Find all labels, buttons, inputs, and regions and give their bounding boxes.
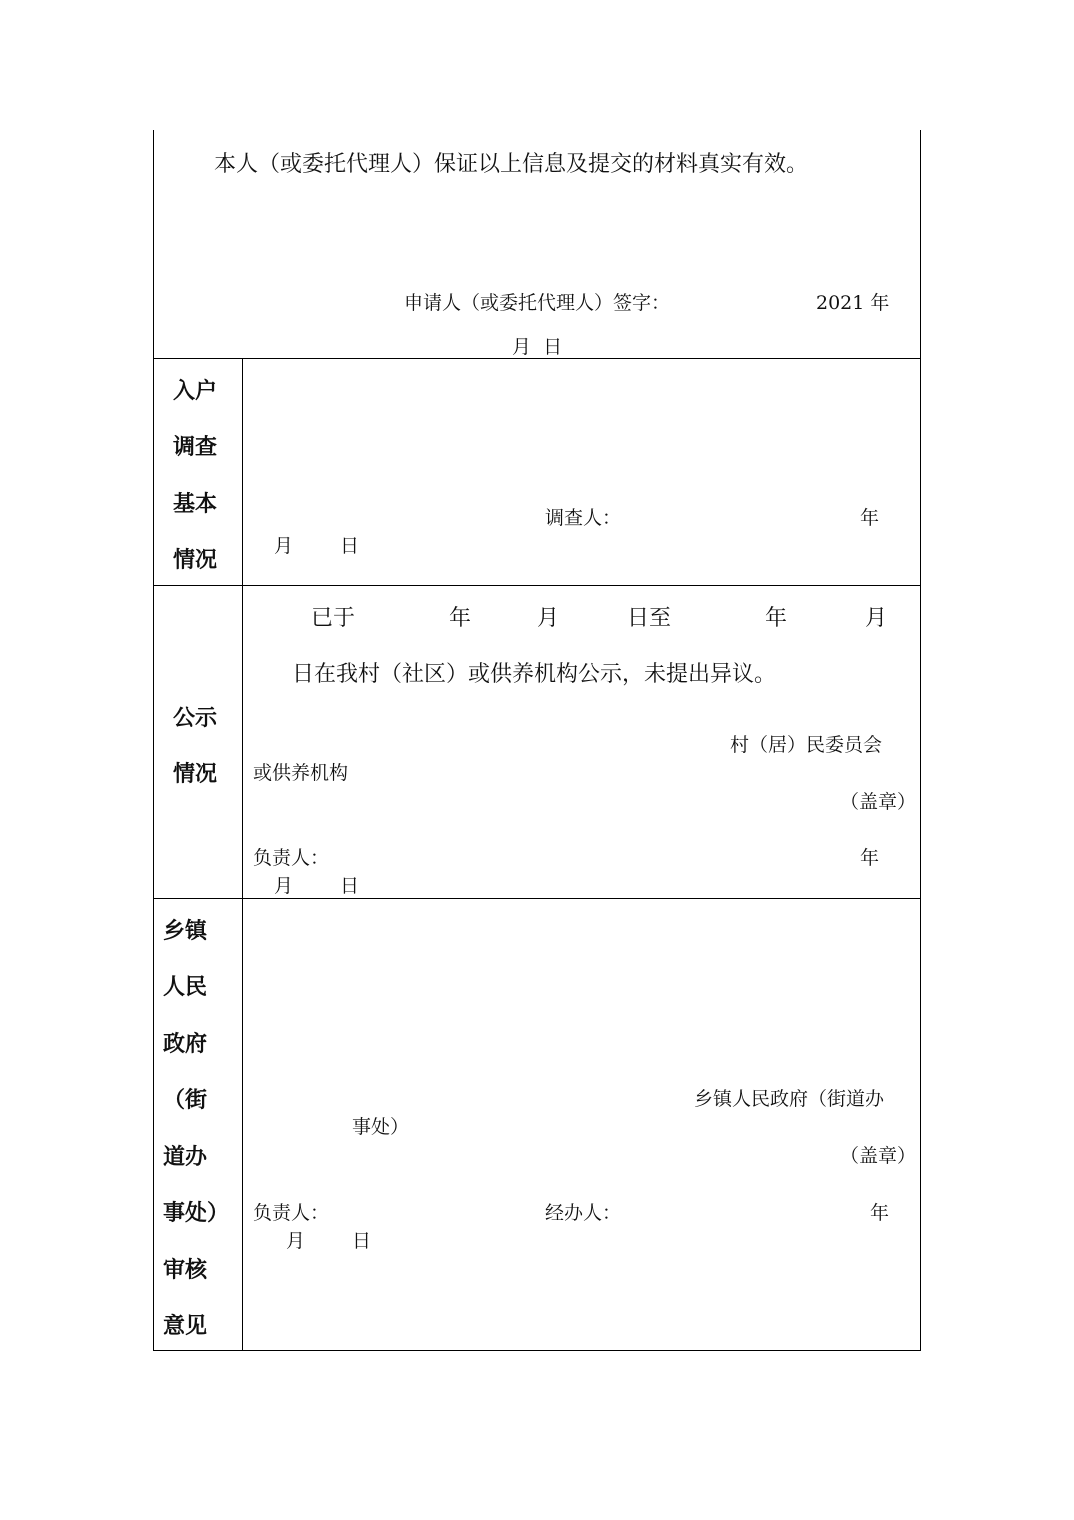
publicity-sentence-line-2: 日在我村（社区）或供养机构公示，未提出异议。	[292, 662, 777, 687]
table-border-bottom	[153, 1350, 921, 1351]
township-heading-line-4: （街	[163, 1087, 208, 1113]
declaration-statement: 本人（或委托代理人）保证以上信息及提交的材料真实有效。	[214, 152, 809, 177]
signature-month-day-label: 月 日	[512, 336, 563, 358]
township-org-line-1: 乡镇人民政府（街道办	[694, 1088, 885, 1110]
publicity-to-year-label: 年	[765, 606, 788, 631]
survey-day-label: 日	[340, 535, 360, 557]
publicity-from-day-to-label: 日至	[627, 606, 672, 631]
publicity-to-month-label: 月	[865, 606, 888, 631]
township-month-label: 月	[286, 1230, 306, 1252]
publicity-responsible-label: 负责人：	[253, 847, 330, 869]
survey-year-label: 年	[860, 507, 880, 529]
publicity-year-label: 年	[860, 847, 880, 869]
township-org-line-2: 事处）	[352, 1116, 410, 1138]
table-border-left	[153, 130, 154, 1351]
signature-label: 申请人（或委托代理人）签字：	[404, 292, 671, 314]
table-column-divider	[242, 358, 243, 1351]
publicity-org-line-1: 村（居）民委员会	[730, 734, 883, 756]
survey-month-label: 月	[274, 535, 294, 557]
township-heading-line-8: 意见	[163, 1313, 208, 1339]
publicity-month-label: 月	[274, 875, 294, 897]
township-heading-line-2: 人民	[163, 974, 208, 1000]
survey-heading-line-2: 调查	[173, 434, 218, 460]
surveyor-label: 调查人：	[545, 507, 622, 529]
signature-year-label: 2021 年	[816, 292, 890, 314]
township-seal-label: （盖章）	[840, 1145, 917, 1167]
township-responsible-label: 负责人：	[253, 1202, 330, 1224]
township-year-label: 年	[870, 1202, 890, 1224]
township-heading-line-1: 乡镇	[163, 918, 208, 944]
publicity-from-month-label: 月	[537, 606, 560, 631]
publicity-day-label: 日	[340, 875, 360, 897]
survey-heading-line-4: 情况	[173, 547, 218, 573]
table-border-right	[920, 130, 921, 1351]
township-heading-line-6: 事处）	[163, 1200, 230, 1226]
township-heading-line-3: 政府	[163, 1031, 208, 1057]
publicity-org-line-2: 或供养机构	[253, 762, 349, 784]
township-heading-line-5: 道办	[163, 1144, 208, 1170]
publicity-heading-line-2: 情况	[173, 761, 218, 787]
row-divider-3	[153, 898, 921, 899]
publicity-heading-line-1: 公示	[173, 705, 218, 731]
township-handler-label: 经办人：	[545, 1202, 622, 1224]
township-day-label: 日	[352, 1230, 372, 1252]
survey-heading-line-1: 入户	[173, 378, 218, 404]
row-divider-2	[153, 585, 921, 586]
township-heading-line-7: 审核	[163, 1257, 208, 1283]
publicity-seal-label: （盖章）	[840, 791, 917, 813]
publicity-from-label: 已于	[311, 606, 356, 631]
survey-heading-line-3: 基本	[173, 491, 218, 517]
publicity-from-year-label: 年	[449, 606, 472, 631]
